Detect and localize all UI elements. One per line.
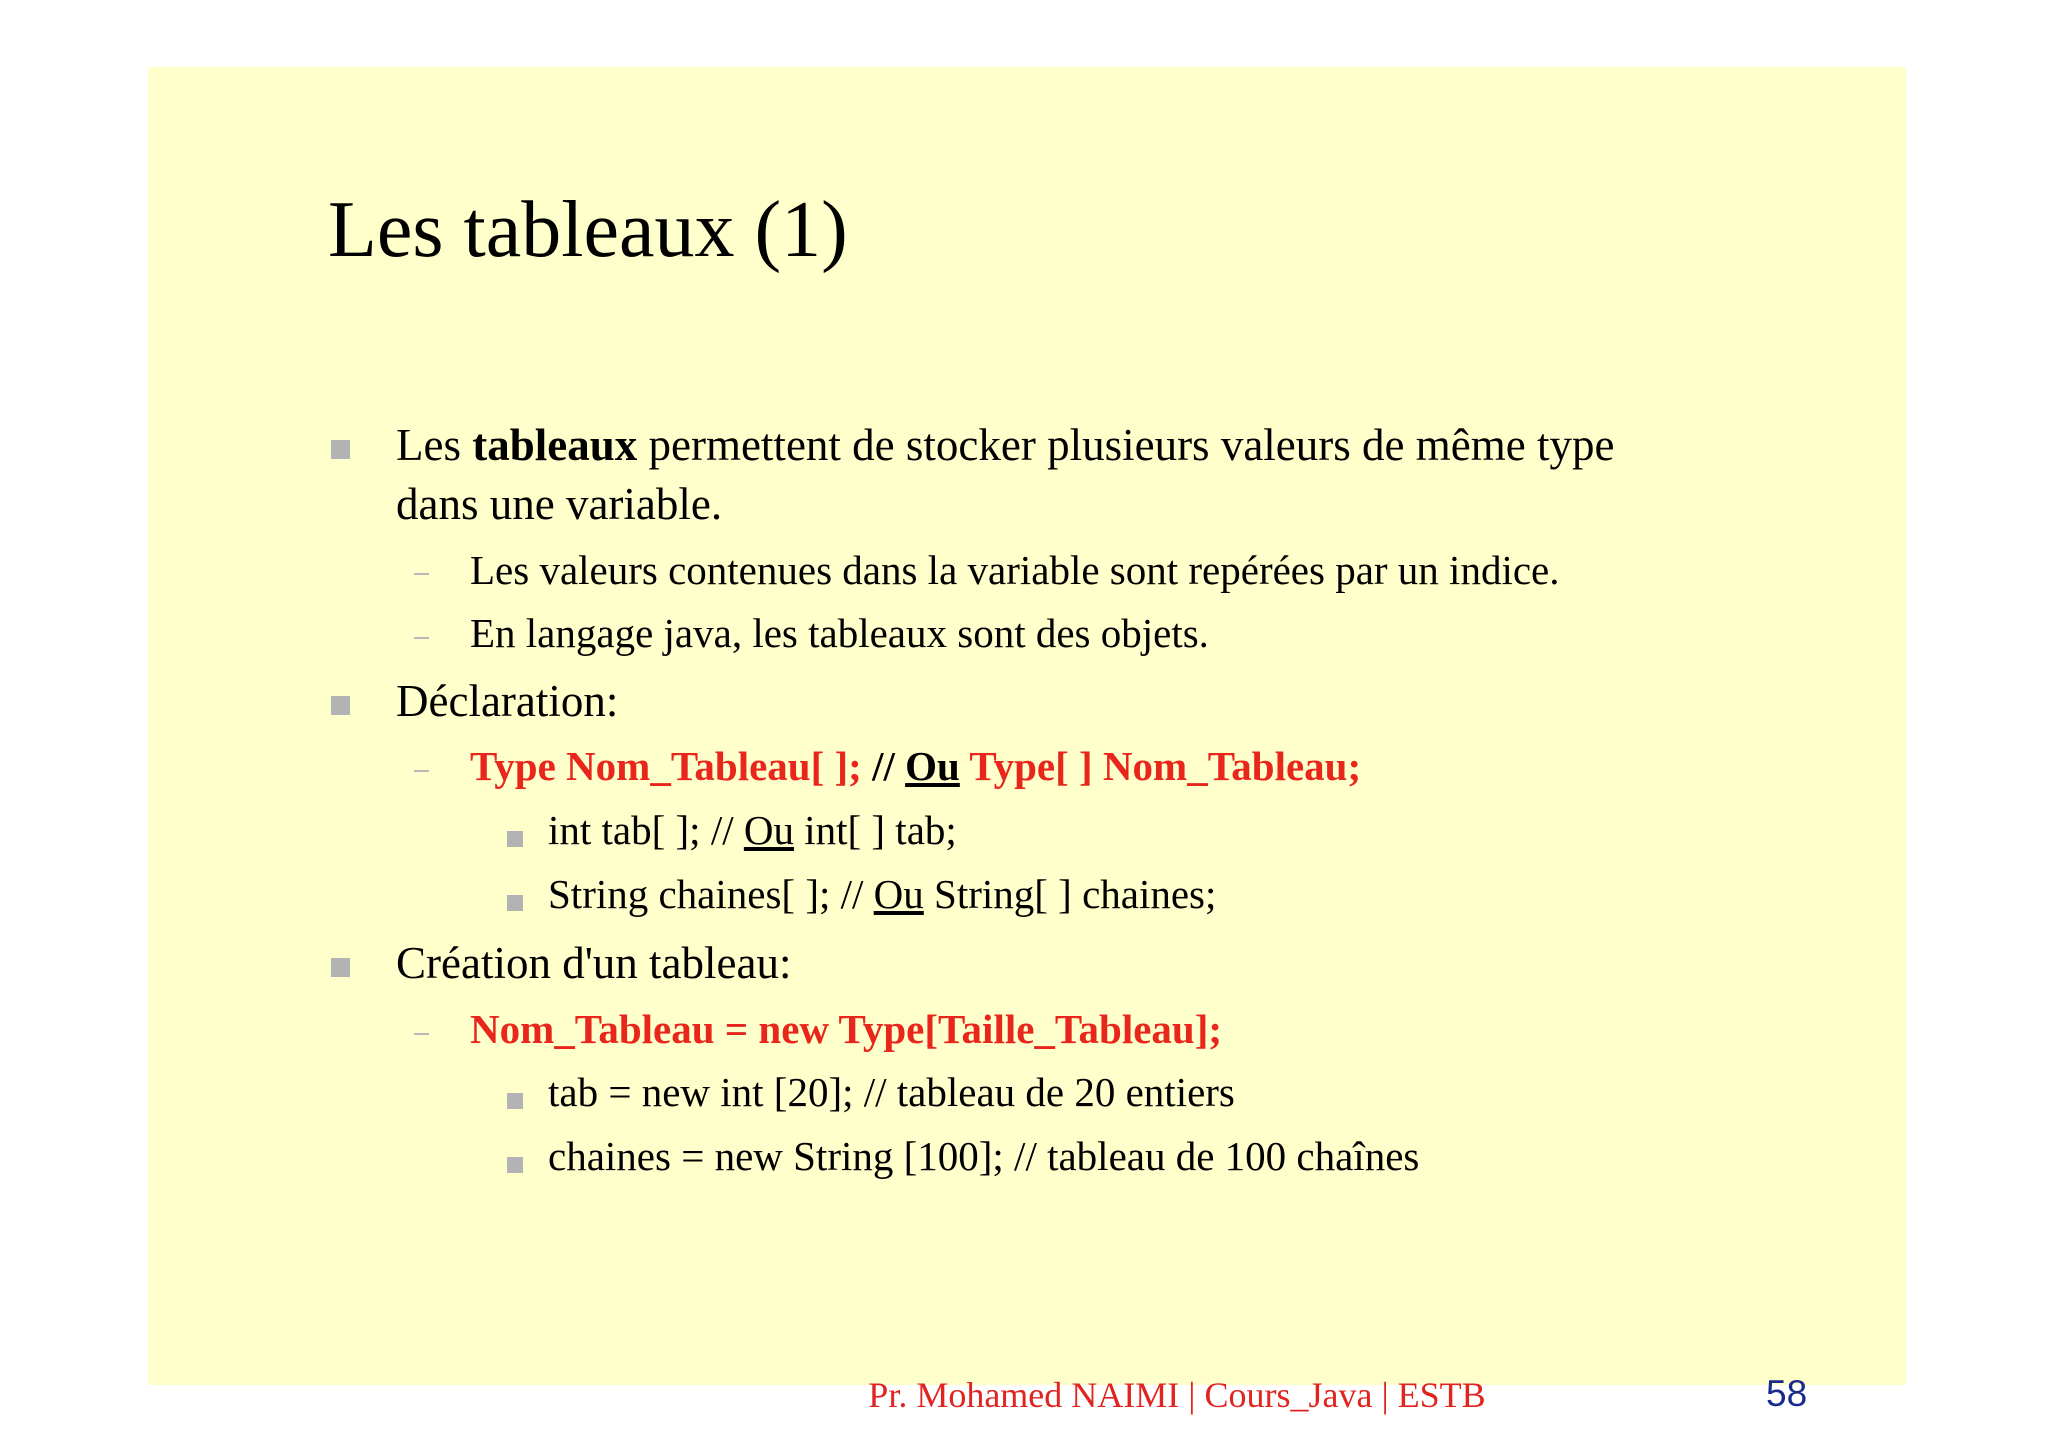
creation-example: chaines = new String [100]; // tableau de 100 chaînes (548, 1133, 1420, 1179)
dash-icon (414, 637, 429, 639)
bullet-square-icon (331, 958, 350, 977)
bullet-square-icon (507, 895, 523, 911)
slide (148, 67, 1906, 1415)
dash-icon (414, 1033, 429, 1035)
bullet-intro: Les tableaux permettent de stocker plusieurs valeurs de même type (396, 420, 1615, 470)
declaration-example: int tab[ ]; // Ou int[ ] tab; (548, 807, 957, 853)
bullet-square-icon (507, 831, 523, 847)
sub-item: Les valeurs contenues dans la variable sont repérées par un indice. (470, 547, 1560, 593)
declaration-example: String chaines[ ]; // Ou String[ ] chaines; (548, 871, 1217, 917)
slide-footer: Pr. Mohamed NAIMI | Cours_Java | ESTB (868, 1375, 1486, 1415)
bullet-square-icon (331, 440, 350, 459)
bullet-creation: Création d'un tableau: (396, 938, 792, 988)
bullet-intro-continuation: dans une variable. (396, 479, 723, 529)
bullet-square-icon (507, 1157, 523, 1173)
page-number: 58 (1766, 1373, 1808, 1414)
declaration-syntax: Type Nom_Tableau[ ]; // Ou Type[ ] Nom_Tableau; (470, 743, 1362, 789)
dash-icon (414, 770, 429, 772)
slide-title: Les tableaux (1) (328, 186, 848, 274)
bullet-square-icon (331, 696, 350, 715)
creation-syntax: Nom_Tableau = new Type[Taille_Tableau]; (470, 1006, 1223, 1052)
bullet-declaration: Déclaration: (396, 676, 619, 726)
creation-example: tab = new int [20]; // tableau de 20 entiers (548, 1069, 1235, 1115)
sub-item: En langage java, les tableaux sont des objets. (470, 610, 1209, 656)
dash-icon (414, 573, 429, 575)
bullet-square-icon (507, 1093, 523, 1109)
